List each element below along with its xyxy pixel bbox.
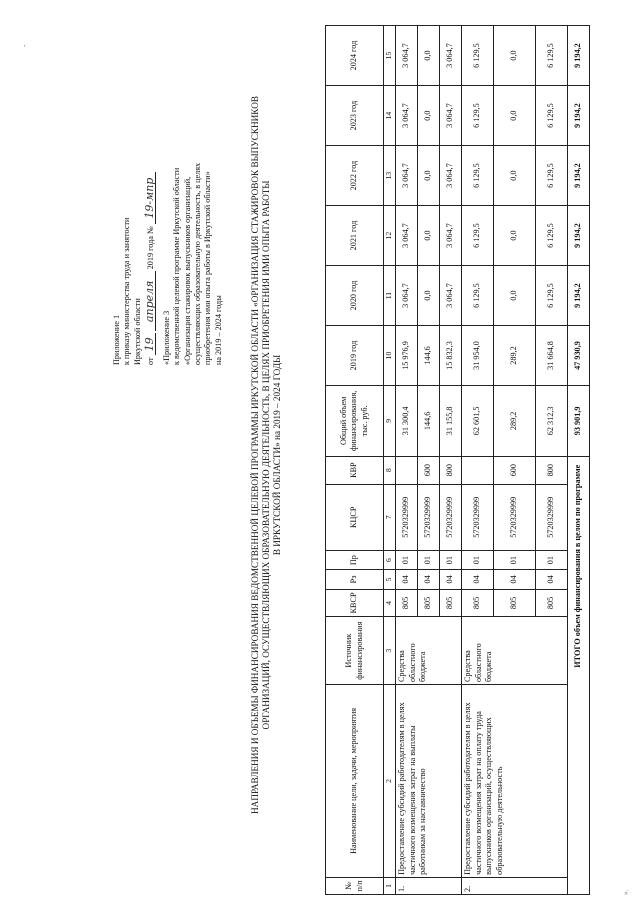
- pr-cell: 01: [462, 550, 494, 569]
- header-row: [326, 26, 384, 895]
- y2023-cell: 3 064,7: [440, 86, 462, 146]
- header-kcsr: КЦСР: [326, 484, 384, 550]
- header-source: Источник финансирования: [326, 617, 384, 685]
- row-number: 2.: [462, 877, 568, 894]
- order-number: 19-мпр: [145, 172, 156, 224]
- appendix-line-1: Приложение 1: [112, 314, 121, 365]
- y2021-cell: 6 129,5: [536, 206, 568, 266]
- rz-cell: 04: [494, 570, 536, 589]
- kcsr-cell: 5720329999: [418, 484, 440, 550]
- y2022-cell: 6 129,5: [536, 146, 568, 206]
- col-number: 9: [384, 386, 396, 457]
- total-2021-cell: 9 194,2: [568, 206, 590, 266]
- col-number: 4: [384, 589, 396, 617]
- appendix-block: [112, 35, 224, 365]
- corner-mark: ».: [622, 889, 630, 895]
- row-number: 1.: [396, 877, 462, 894]
- pr-cell: 01: [536, 550, 568, 569]
- kvsr-cell: 805: [494, 589, 536, 617]
- header-pr: Пр: [326, 550, 384, 569]
- col-number: 1: [384, 877, 396, 894]
- y2021-cell: 0,0: [494, 206, 536, 266]
- total-2023-cell: 9 194,2: [568, 86, 590, 146]
- col-number: 14: [384, 86, 396, 146]
- y2023-cell: 3 064,7: [396, 86, 418, 146]
- rz-cell: 04: [418, 570, 440, 589]
- y2024-cell: 6 129,5: [536, 26, 568, 86]
- y2021-cell: 3 064,7: [440, 206, 462, 266]
- y2022-cell: 0,0: [494, 146, 536, 206]
- total-2020-cell: 9 194,2: [568, 266, 590, 326]
- kvr-cell: [396, 456, 418, 484]
- header-2019: 2019 год: [326, 326, 384, 386]
- col-number: 10: [384, 326, 396, 386]
- y2022-cell: 0,0: [418, 146, 440, 206]
- appendix-date-line: [142, 35, 156, 365]
- kcsr-cell: 5720329999: [440, 484, 462, 550]
- table-row: [462, 26, 494, 895]
- col-number: 3: [384, 617, 396, 685]
- total-cell: 31 155,8: [440, 386, 462, 457]
- header-2022: 2022 год: [326, 146, 384, 206]
- pr-cell: 01: [418, 550, 440, 569]
- total-2019-cell: 47 930,9: [568, 326, 590, 386]
- header-2020: 2020 год: [326, 266, 384, 326]
- y2024-cell: 6 129,5: [462, 26, 494, 86]
- header-num: № п/п: [326, 877, 384, 894]
- y2019-cell: 15 976,9: [396, 326, 418, 386]
- total-cell: 31 300,4: [396, 386, 418, 457]
- y2022-cell: 3 064,7: [440, 146, 462, 206]
- col-number: 7: [384, 484, 396, 550]
- grand-total-cell: 93 901,9: [568, 386, 590, 457]
- y2020-cell: 0,0: [418, 266, 440, 326]
- col-number: 8: [384, 456, 396, 484]
- total-row: [568, 26, 590, 895]
- appendix-line-3: Иркутской области: [132, 298, 142, 365]
- y2020-cell: 6 129,5: [462, 266, 494, 326]
- header-kvsr: КВСР: [326, 589, 384, 617]
- y2019-cell: 144,6: [418, 326, 440, 386]
- y2020-cell: 0,0: [494, 266, 536, 326]
- total-cell: 289,2: [494, 386, 536, 457]
- total-2024-cell: 9 194,2: [568, 26, 590, 86]
- title-line-2: ОРГАНИЗАЦИЙ, ОСУЩЕСТВЛЯЮЩИХ ОБРАЗОВАТЕЛЬНУЮ ДЕЯТЕЛЬНОСТЬ, В ЦЕЛЯХ ПРИОБРЕТЕНИЯ ИМИ ОПЫТА РАБОТЫ: [261, 180, 272, 730]
- pr-cell: 01: [396, 550, 418, 569]
- total-2022-cell: 9 194,2: [568, 146, 590, 206]
- y2023-cell: 0,0: [494, 86, 536, 146]
- kvsr-cell: 805: [396, 589, 418, 617]
- col-number: 11: [384, 266, 396, 326]
- measure-name: Предоставление субсидий работодателям в целях частичного возмещения затрат на выплаты работникам за наставничество: [396, 685, 462, 878]
- financing-table: [325, 25, 590, 895]
- y2022-cell: 3 064,7: [396, 146, 418, 206]
- y2019-cell: 289,2: [494, 326, 536, 386]
- pr-cell: 01: [494, 550, 536, 569]
- y2020-cell: 6 129,5: [536, 266, 568, 326]
- rz-cell: 04: [536, 570, 568, 589]
- appendix-line-2: к приказу министерства труда и занятости: [122, 217, 132, 365]
- header-2023: 2023 год: [326, 86, 384, 146]
- col-number: 2: [384, 685, 396, 878]
- y2024-cell: 0,0: [494, 26, 536, 86]
- y2021-cell: 0,0: [418, 206, 440, 266]
- y2021-cell: 3 064,7: [396, 206, 418, 266]
- header-kvr: КВР: [326, 456, 384, 484]
- date-month: апреля: [145, 271, 156, 331]
- y2019-cell: 15 832,3: [440, 326, 462, 386]
- quote-line-3: «Организация стажировок выпускников организаций,: [182, 176, 192, 365]
- header-rz: Рз: [326, 570, 384, 589]
- pr-cell: 01: [440, 550, 462, 569]
- col-number: 5: [384, 570, 396, 589]
- kvr-cell: 600: [418, 456, 440, 484]
- kvsr-cell: 805: [462, 589, 494, 617]
- table-row: [396, 26, 418, 895]
- y2021-cell: 6 129,5: [462, 206, 494, 266]
- y2022-cell: 6 129,5: [462, 146, 494, 206]
- kvr-cell: 800: [536, 456, 568, 484]
- date-year: 2019 года №: [145, 226, 155, 270]
- col-number: 6: [384, 550, 396, 569]
- kvr-cell: 600: [494, 456, 536, 484]
- quote-line-4: осуществляющих образовательную деятельность, в целях: [193, 162, 203, 365]
- kvsr-cell: 805: [440, 589, 462, 617]
- y2020-cell: 3 064,7: [396, 266, 418, 326]
- kcsr-cell: 5720329999: [494, 484, 536, 550]
- funding-source: Средства областного бюджета: [396, 617, 462, 685]
- quote-line-6: на 2019 – 2024 годы: [213, 295, 223, 365]
- measure-name: Предоставление субсидий работодателям в целях частичного возмещения затрат на оплату труда выпускников организаций, осуществляющих образовательную деятельность: [462, 685, 568, 878]
- y2023-cell: 6 129,5: [536, 86, 568, 146]
- total-cell: 62 312,3: [536, 386, 568, 457]
- y2019-cell: 31 664,8: [536, 326, 568, 386]
- kvr-cell: 800: [440, 456, 462, 484]
- total-cell: 144,6: [418, 386, 440, 457]
- y2024-cell: 3 064,7: [396, 26, 418, 86]
- top-dash-mark: -: [20, 44, 28, 47]
- quote-line-2: к ведомственной целевой программе Иркутской области: [172, 167, 182, 365]
- y2023-cell: 6 129,5: [462, 86, 494, 146]
- y2024-cell: 3 064,7: [440, 26, 462, 86]
- kvsr-cell: 805: [418, 589, 440, 617]
- quote-line-5: приобретения ими опыта работы в Иркутской области»: [203, 171, 213, 365]
- rz-cell: 04: [396, 570, 418, 589]
- total-label: ИТОГО объем финансирования в целом по программе: [568, 456, 590, 894]
- rz-cell: 04: [462, 570, 494, 589]
- rz-cell: 04: [440, 570, 462, 589]
- col-number: 15: [384, 26, 396, 86]
- kcsr-cell: 5720329999: [396, 484, 418, 550]
- kvsr-cell: 805: [536, 589, 568, 617]
- title-line-3: В ИРКУТСКОЙ ОБЛАСТИ» на 2019 – 2024 ГОДЫ: [272, 354, 283, 556]
- header-2021: 2021 год: [326, 206, 384, 266]
- funding-source: Средства областного бюджета: [462, 617, 568, 685]
- header-2024: 2024 год: [326, 26, 384, 86]
- col-number: 12: [384, 206, 396, 266]
- document-title: [250, 45, 284, 865]
- header-total: Общий объем финансирования, тыс. руб.: [326, 386, 384, 457]
- date-prefix: от: [145, 357, 155, 365]
- y2023-cell: 0,0: [418, 86, 440, 146]
- kcsr-cell: 5720329999: [536, 484, 568, 550]
- column-number-row: [384, 26, 396, 895]
- quote-line-1: «Приложение 3: [162, 310, 172, 365]
- date-day: 19: [145, 333, 156, 355]
- kvr-cell: [462, 456, 494, 484]
- y2019-cell: 31 954,0: [462, 326, 494, 386]
- kcsr-cell: 5720329999: [462, 484, 494, 550]
- title-line-1: НАПРАВЛЕНИЯ И ОБЪЕМЫ ФИНАНСИРОВАНИЯ ВЕДОМСТВЕННОЙ ЦЕЛЕВОЙ ПРОГРАММЫ ИРКУТСКОЙ ОБЛАСТИ «ОРГАНИЗАЦИЯ СТАЖИРОВОК ВЫПУСКНИКОВ: [250, 96, 260, 814]
- total-cell: 62 601,5: [462, 386, 494, 457]
- header-name: Наименование цели, задачи, мероприятия: [326, 685, 384, 878]
- y2020-cell: 3 064,7: [440, 266, 462, 326]
- col-number: 13: [384, 146, 396, 206]
- y2024-cell: 0,0: [418, 26, 440, 86]
